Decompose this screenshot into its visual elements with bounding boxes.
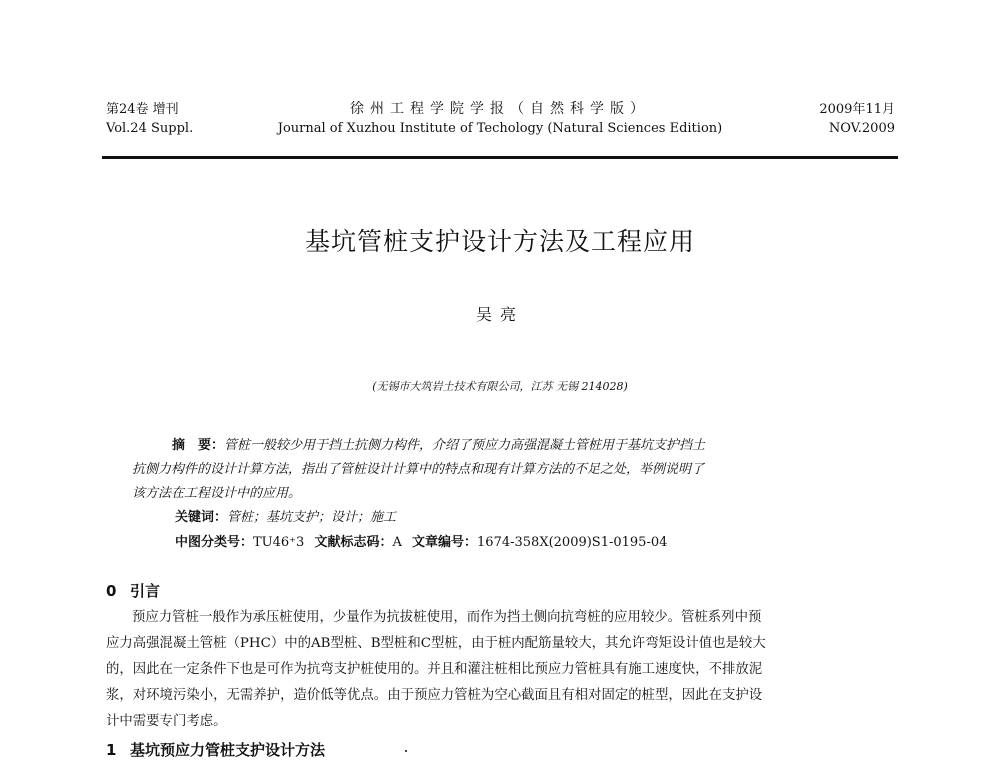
body-line: 的，因此在一定条件下也是可作为抗弯支护桩使用的。并且和灌注桩相比预应力管桩具有施工速度快，不排放泥 — [106, 662, 763, 677]
body-line: 浆，对环境污染小，无需养护，造价低等优点。由于预应力管桩为空心截面且有相对固定的桩型，因此在支护设 — [106, 688, 763, 703]
clc-label: 中图分类号： — [175, 535, 254, 550]
section-title: 引言 — [130, 582, 161, 600]
abstract — [132, 434, 867, 506]
journal-name-en: Journal of Xuzhou Institute of Techology (Natural Sciences Edition) — [277, 121, 723, 136]
journal-name — [200, 100, 800, 138]
journal-name-cn: 徐州工程学院学报（自然科学版） — [350, 101, 650, 117]
doc-code-label: 文献标志码： — [314, 535, 393, 550]
section-body-0 — [106, 605, 892, 735]
keywords-label: 关键词： — [175, 510, 228, 525]
issue-date-en: NOV.2009 — [828, 121, 895, 136]
volume-en: Vol.24 Suppl. — [106, 121, 194, 136]
volume-cn: 第24卷 增刊 — [106, 102, 179, 117]
abstract-line-3: 该方法在工程设计中的应用。 — [132, 486, 302, 501]
issue-date-cn: 2009年11月 — [819, 102, 895, 117]
section-heading-0 — [106, 580, 160, 601]
clc-value: TU46⁺3 — [253, 535, 305, 550]
body-line: 计中需要专门考虑。 — [106, 714, 227, 729]
classification-line — [175, 533, 673, 553]
section-number: 0 — [106, 582, 117, 600]
section-number: 1 — [106, 741, 117, 759]
abstract-line-1 — [132, 434, 867, 458]
section-heading-1 — [106, 739, 325, 760]
doc-code-value: A — [392, 535, 402, 550]
body-line: 应力高强混凝土管桩（PHC）中的AB型桩、B型桩和C型桩，由于桩内配筋量较大，其允许弯矩设计值也是较大 — [106, 636, 766, 651]
keywords-text: 管桩；基坑支护；设计；施工 — [227, 510, 397, 525]
section-title: 基坑预应力管桩支护设计方法 — [130, 741, 326, 759]
header-rule — [102, 156, 898, 159]
body-line: 预应力管桩一般作为承压桩使用，少量作为抗拔桩使用，而作为挡土侧向抗弯桩的应用较少。管桩系列中预 — [132, 610, 762, 625]
abstract-text-1: 管桩一般较少用于挡土抗侧力构件，介绍了预应力高强混凝土管桩用于基坑支护挡土 — [224, 438, 706, 453]
article-number-label: 文章编号： — [412, 535, 478, 550]
paper-author: 吴亮 — [475, 305, 524, 324]
abstract-line-2: 抗侧力构件的设计计算方法，指出了管桩设计计算中的特点和现有计算方法的不足之处，举例说明了 — [132, 462, 705, 477]
volume-info — [106, 100, 193, 138]
scan-speck — [405, 750, 407, 752]
article-number-value: 1674-358X(2009)S1-0195-04 — [477, 535, 668, 550]
paper-title: 基坑管桩支护设计方法及工程应用 — [304, 227, 695, 256]
issue-date — [819, 100, 895, 138]
keywords — [175, 508, 396, 528]
author-affiliation: (无锡市大筑岩土技术有限公司，江苏 无锡 214028) — [372, 380, 628, 393]
abstract-label: 摘 要： — [172, 438, 225, 453]
